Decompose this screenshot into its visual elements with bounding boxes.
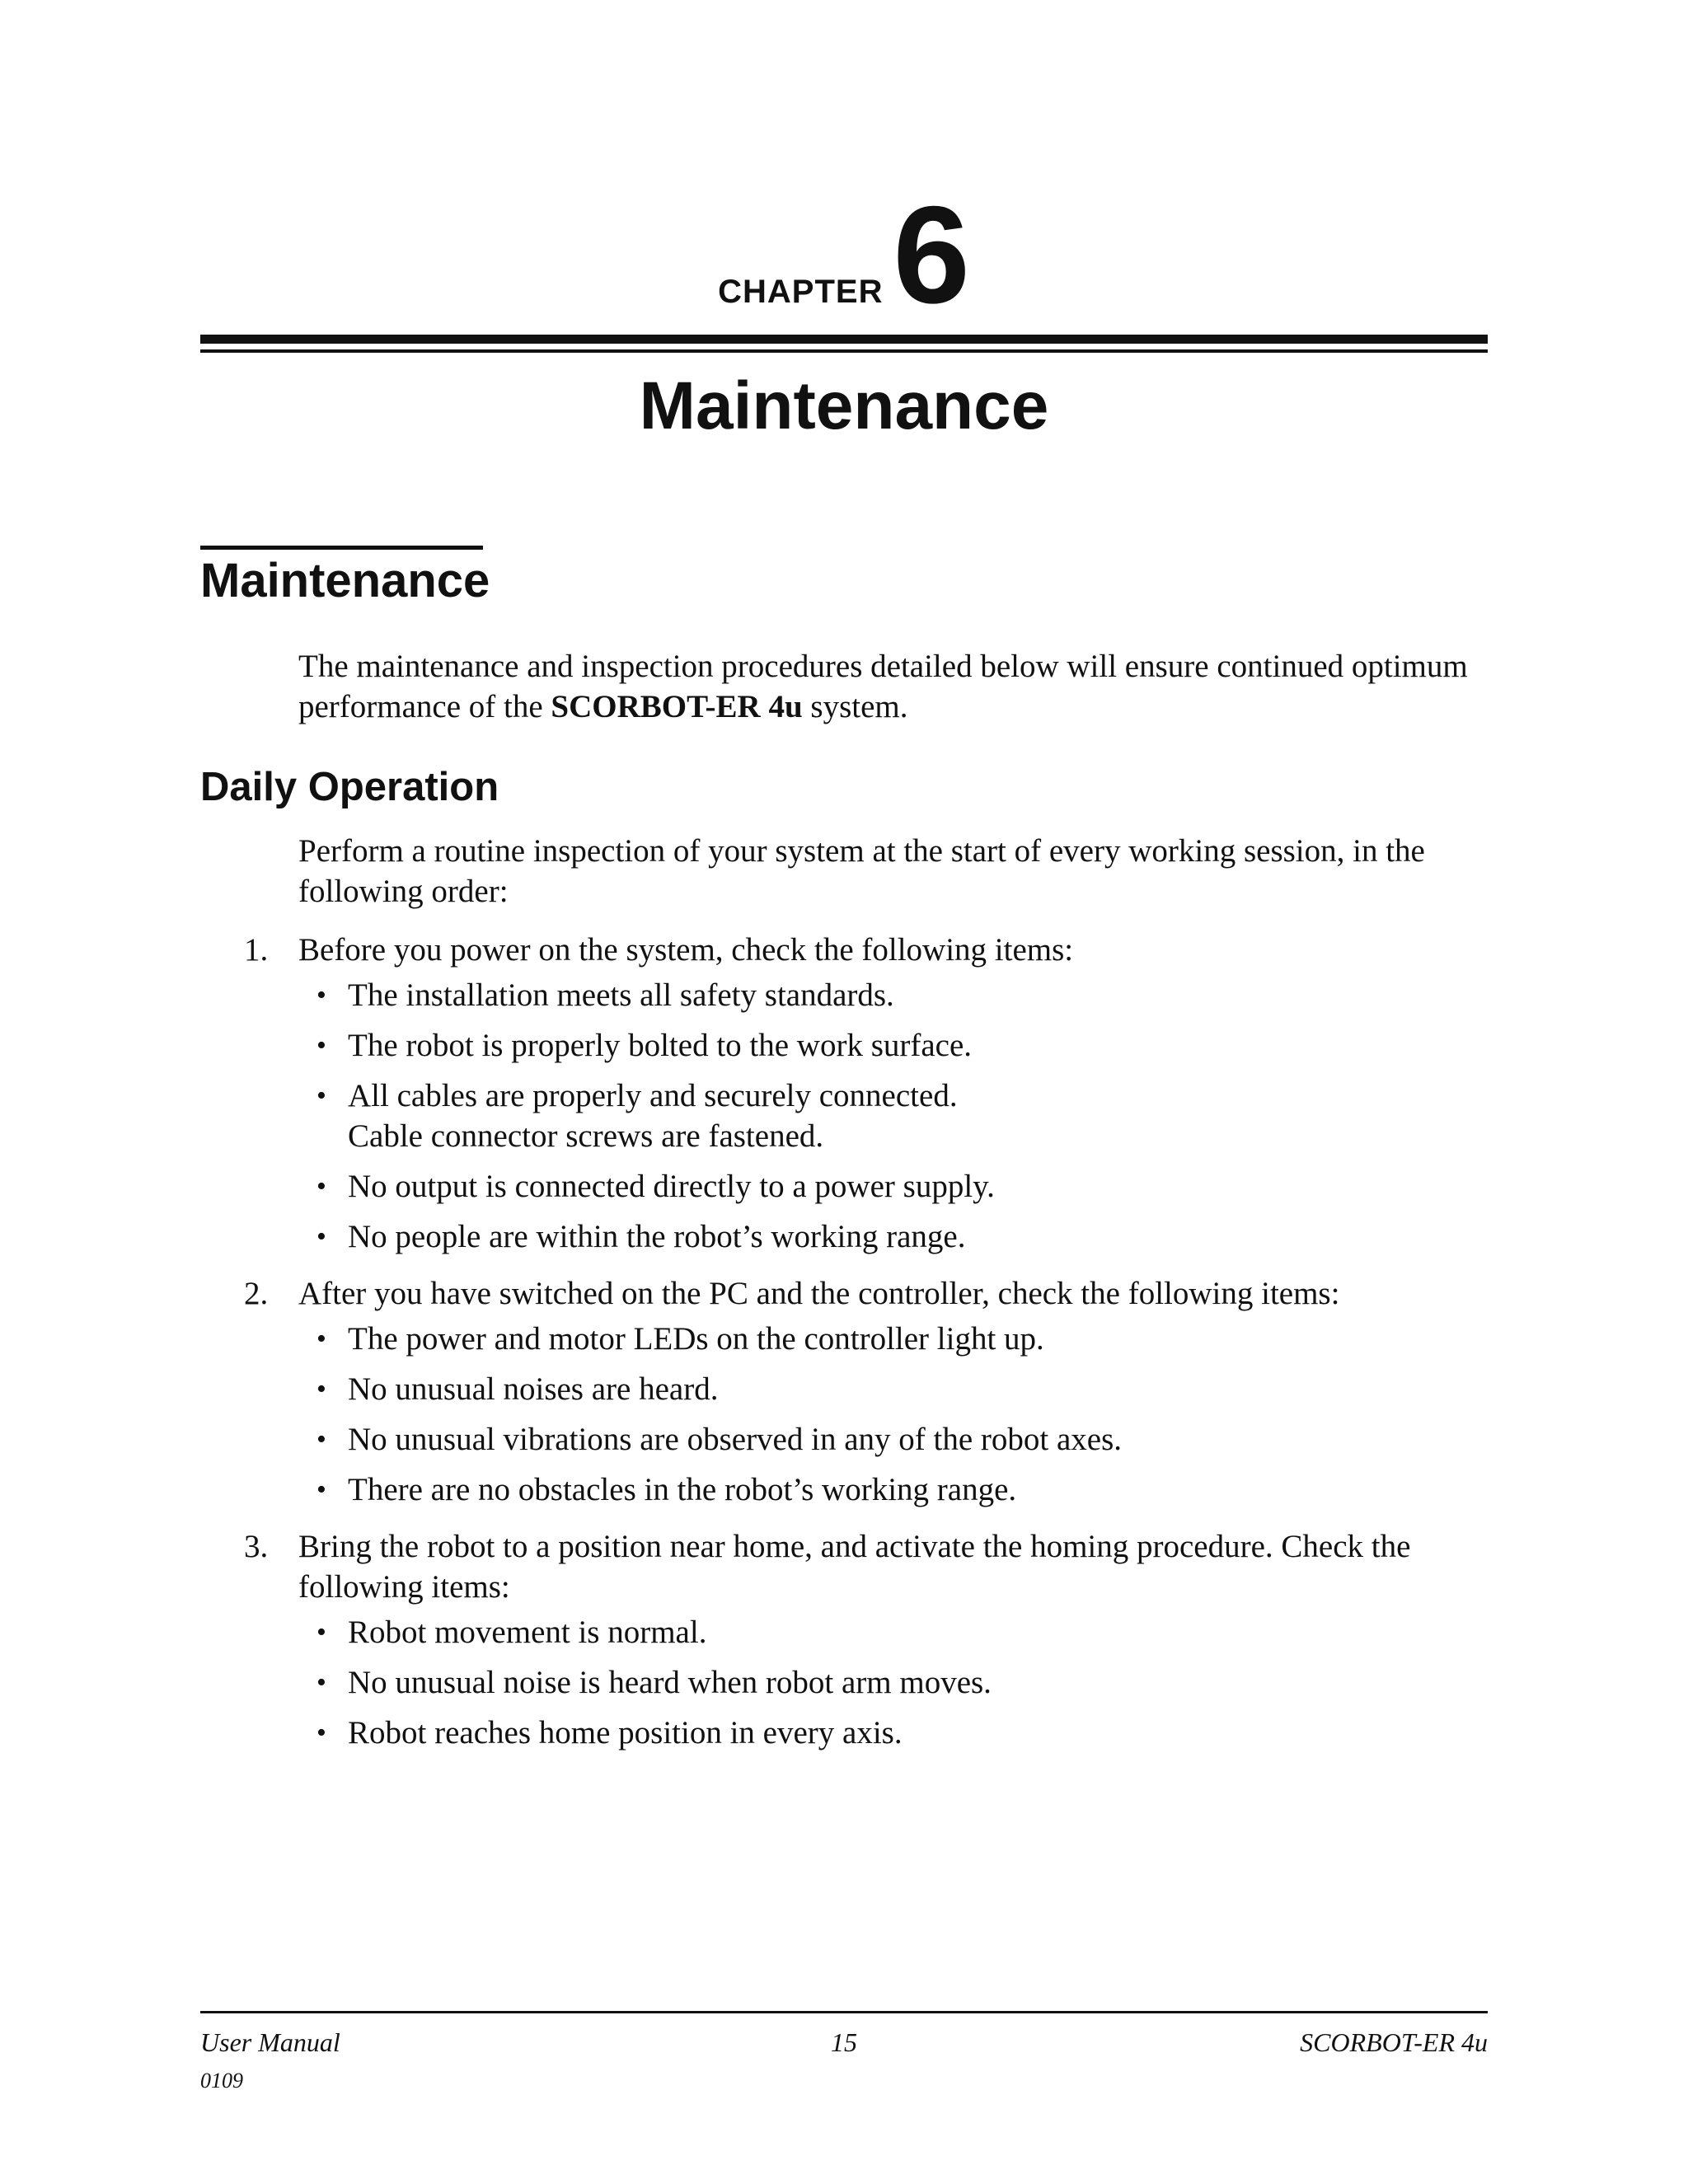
step-text: After you have switched on the PC and the controller, check the following items:	[298, 1276, 1340, 1311]
list-item	[316, 975, 1502, 1015]
subsection-title: Daily Operation	[200, 765, 499, 809]
bullet-dot-icon: •	[316, 1667, 326, 1698]
section-intro	[298, 646, 1502, 727]
section-rule	[200, 546, 483, 550]
bullet-text: No unusual noises are heard.	[348, 1371, 719, 1407]
footer-manual-label: User Manual	[200, 2027, 340, 2057]
chapter-label: CHAPTER	[718, 274, 884, 310]
bullet-text: No unusual vibrations are observed in any of the robot axes.	[348, 1422, 1123, 1457]
bullet-text: No unusual noise is heard when robot arm moves.	[348, 1665, 992, 1700]
step-text: Bring the robot to a position near home, and activate the homing procedure. Check the following items:	[298, 1529, 1411, 1605]
step-number: 3.	[244, 1529, 269, 1564]
bullet-text: Cable connector screws are fastened.	[348, 1118, 824, 1154]
bullet-dot-icon: •	[316, 1080, 326, 1111]
bullet-dot-icon: •	[316, 1171, 326, 1202]
section-title: Maintenance	[200, 554, 490, 607]
bullet-dot-icon: •	[316, 1324, 326, 1354]
list-item	[316, 1076, 1502, 1156]
bullet-dot-icon: •	[316, 1374, 326, 1404]
inspection-steps-list	[0, 930, 1688, 1769]
intro-text-before: The maintenance and inspection procedures detailed below will ensure continued optimum performance of the	[298, 649, 1468, 724]
bullet-dot-icon: •	[316, 980, 326, 1010]
step-bullet-list	[0, 975, 1688, 1257]
step-number: 2.	[244, 1276, 269, 1311]
bullet-text: No people are within the robot’s working range.	[348, 1219, 966, 1254]
list-item	[316, 1369, 1502, 1409]
list-item	[316, 1612, 1502, 1652]
intro-text-after: system.	[802, 689, 908, 724]
bullet-text: The robot is properly bolted to the work surface.	[348, 1028, 973, 1063]
chapter-heading	[0, 177, 1688, 332]
inspection-step	[0, 1526, 1688, 1753]
footer-doc-code: 0109	[200, 2069, 243, 2093]
daily-intro: Perform a routine inspection of your system at the start of every working session, in the following order:	[298, 833, 1425, 909]
bullet-text: The power and motor LEDs on the controller light up.	[348, 1321, 1044, 1357]
product-name: SCORBOT-ER 4u	[551, 689, 803, 724]
bullet-dot-icon: •	[316, 1474, 326, 1505]
list-item	[316, 1419, 1502, 1460]
chapter-title: Maintenance	[639, 368, 1049, 443]
bullet-text: Robot movement is normal.	[348, 1615, 707, 1650]
bullet-dot-icon: •	[316, 1030, 326, 1061]
bullet-text: No output is connected directly to a power supply.	[348, 1169, 995, 1204]
footer-rule	[200, 2011, 1488, 2013]
list-item	[316, 1713, 1502, 1753]
footer-product-name: SCORBOT-ER 4u	[1300, 2027, 1488, 2057]
bullet-dot-icon: •	[316, 1424, 326, 1455]
bullet-text: There are no obstacles in the robot’s working range.	[348, 1472, 1017, 1507]
bullet-dot-icon: •	[316, 1617, 326, 1647]
inspection-step	[0, 1273, 1688, 1510]
bullet-text: Robot reaches home position in every axis.	[348, 1715, 903, 1750]
list-item	[316, 1319, 1502, 1359]
footer-page-number: 15	[831, 2027, 857, 2057]
step-text: Before you power on the system, check the following items:	[298, 932, 1074, 968]
step-bullet-list	[0, 1612, 1688, 1753]
list-item	[316, 1025, 1502, 1066]
bullet-dot-icon: •	[316, 1221, 326, 1252]
bullet-text: All cables are properly and securely connected.	[348, 1078, 958, 1113]
chapter-number: 6	[893, 177, 970, 332]
chapter-rule-thin	[200, 349, 1488, 353]
list-item	[316, 1662, 1502, 1703]
list-item	[316, 1469, 1502, 1510]
inspection-step	[0, 930, 1688, 1257]
bullet-text: The installation meets all safety standards.	[348, 977, 894, 1013]
list-item	[316, 1166, 1502, 1207]
list-item	[316, 1216, 1502, 1257]
step-number: 1.	[244, 932, 269, 968]
chapter-rule-thick	[200, 335, 1488, 344]
step-bullet-list	[0, 1319, 1688, 1510]
bullet-dot-icon: •	[316, 1718, 326, 1748]
